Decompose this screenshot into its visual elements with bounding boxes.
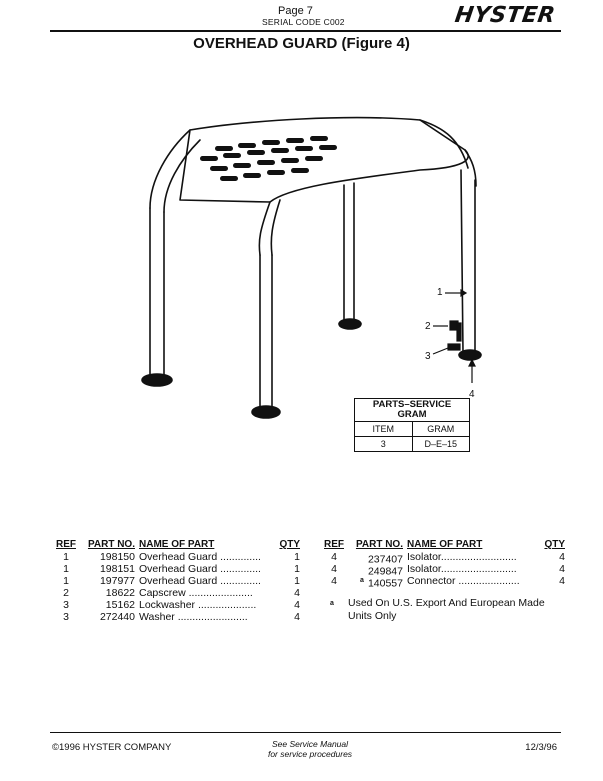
cell-name <box>403 575 543 587</box>
part-number: 272440 <box>99 611 135 623</box>
table-row <box>55 551 300 563</box>
header-part-no: PART NO. <box>87 539 135 550</box>
page-number: Page 7 <box>278 5 313 17</box>
footer-rule <box>50 732 561 733</box>
part-number: 198151 <box>99 563 135 575</box>
serial-code: SERIAL CODE C002 <box>262 17 345 27</box>
part-name: Capscrew <box>139 587 186 599</box>
callout-3: 3 <box>425 351 431 362</box>
hyster-logo: HYSTER <box>453 3 557 28</box>
part-name: Overhead Guard <box>139 575 218 587</box>
cell-name <box>135 587 278 599</box>
callout-4: 4 <box>469 389 475 400</box>
cell-ref: 4 <box>331 551 337 563</box>
psg-title <box>355 399 469 422</box>
psg-item: 3 <box>355 437 413 451</box>
cell-part-no <box>77 587 135 599</box>
cell-qty: 1 <box>294 551 300 563</box>
parts-service-gram-box <box>354 398 470 452</box>
footnote-line1: Used On U.S. Export And European Made <box>348 597 545 609</box>
leader-dots: ...................... <box>185 587 253 599</box>
leader-dots: .................... <box>195 599 257 611</box>
header-rule <box>50 30 561 32</box>
table-header <box>323 539 565 551</box>
leader-dots: .............. <box>217 551 261 563</box>
cell-ref: 1 <box>63 551 69 563</box>
cell-ref: 4 <box>331 575 337 587</box>
leader-dots: .............. <box>217 575 261 587</box>
parts-table-right <box>323 539 565 590</box>
cell-part-no <box>77 611 135 623</box>
cell-name <box>135 575 278 587</box>
part-name: Overhead Guard <box>139 551 218 563</box>
footer-date: 12/3/96 <box>525 742 557 753</box>
table-header <box>55 539 300 551</box>
cell-qty: 4 <box>294 599 300 611</box>
part-name: Overhead Guard <box>139 563 218 575</box>
table-row <box>55 599 300 611</box>
leader-dots: .............. <box>217 563 261 575</box>
cell-qty: 4 <box>559 563 565 575</box>
part-number: 140557 <box>367 577 403 590</box>
cell-part-no <box>77 599 135 611</box>
part-name: Isolator <box>407 563 441 575</box>
cell-part-no <box>77 551 135 563</box>
cell-ref: 4 <box>331 563 337 575</box>
footnote-mark: a <box>330 600 334 607</box>
table-row <box>323 563 565 578</box>
footer-copyright: ©1996 HYSTER COMPANY <box>52 742 172 753</box>
cell-part-no <box>345 575 403 590</box>
leader-dots: .......................... <box>440 551 517 563</box>
cell-ref: 3 <box>63 611 69 623</box>
part-name: Lockwasher <box>139 599 196 611</box>
table-row <box>55 587 300 599</box>
psg-title-line2: GRAM <box>397 409 427 420</box>
header-qty: QTY <box>544 539 565 550</box>
cell-qty: 4 <box>294 611 300 623</box>
cell-qty: 1 <box>294 563 300 575</box>
table-row <box>55 575 300 587</box>
psg-gram: D–E–15 <box>424 439 458 449</box>
part-number: 197977 <box>99 575 135 587</box>
psg-col-gram: GRAM <box>427 424 455 434</box>
leader-dots: ........................ <box>174 611 248 623</box>
leader-dots: .......................... <box>440 563 517 575</box>
part-number: 198150 <box>99 551 135 563</box>
part-number: 237407 <box>367 553 403 566</box>
cell-name <box>403 563 543 575</box>
psg-data-row <box>355 437 469 451</box>
header-name: NAME OF PART <box>139 539 215 550</box>
part-number: 18622 <box>105 587 135 599</box>
header-ref: REF <box>56 539 76 550</box>
part-name: Washer <box>139 611 175 623</box>
header-ref: REF <box>324 539 344 550</box>
callout-2: 2 <box>425 321 431 332</box>
table-row <box>55 563 300 575</box>
header-name: NAME OF PART <box>407 539 483 550</box>
part-name: Isolator <box>407 551 441 563</box>
cell-part-no <box>77 575 135 587</box>
footer-note-line2: for service procedures <box>267 749 353 759</box>
overhead-guard-drawing <box>120 90 500 420</box>
table-row <box>55 611 300 623</box>
cell-ref: 2 <box>63 587 69 599</box>
table-row <box>323 551 565 566</box>
footer-service-note <box>255 739 365 759</box>
footnote-mark: a <box>360 577 364 584</box>
header-part-no: PART NO. <box>355 539 403 550</box>
footer-note-line1: See Service Manual <box>271 739 349 749</box>
part-number: 249847 <box>367 565 403 578</box>
page-title: OVERHEAD GUARD (Figure 4) <box>193 35 410 52</box>
cell-qty: 1 <box>294 575 300 587</box>
cell-ref: 1 <box>63 575 69 587</box>
callout-1: 1 <box>437 287 443 298</box>
cell-part-no <box>345 563 403 578</box>
psg-header-row <box>355 422 469 437</box>
psg-title-line1: PARTS–SERVICE <box>372 399 452 410</box>
cell-part-no <box>77 563 135 575</box>
parts-table-left <box>55 539 300 623</box>
part-name: Connector <box>407 575 456 587</box>
cell-ref: 1 <box>63 563 69 575</box>
cell-part-no <box>345 551 403 566</box>
cell-name <box>403 551 543 563</box>
cell-ref: 3 <box>63 599 69 611</box>
cell-name <box>135 551 278 563</box>
cell-qty: 4 <box>559 575 565 587</box>
table-row <box>323 575 565 590</box>
part-number: 15162 <box>105 599 135 611</box>
psg-col-item: ITEM <box>355 422 413 436</box>
leader-dots: ..................... <box>455 575 520 587</box>
cell-name <box>135 563 278 575</box>
header-qty: QTY <box>279 539 300 550</box>
footnote-line2: Units Only <box>348 610 397 622</box>
cell-name <box>135 599 278 611</box>
cell-name <box>135 611 278 623</box>
cell-qty: 4 <box>559 551 565 563</box>
cell-qty: 4 <box>294 587 300 599</box>
